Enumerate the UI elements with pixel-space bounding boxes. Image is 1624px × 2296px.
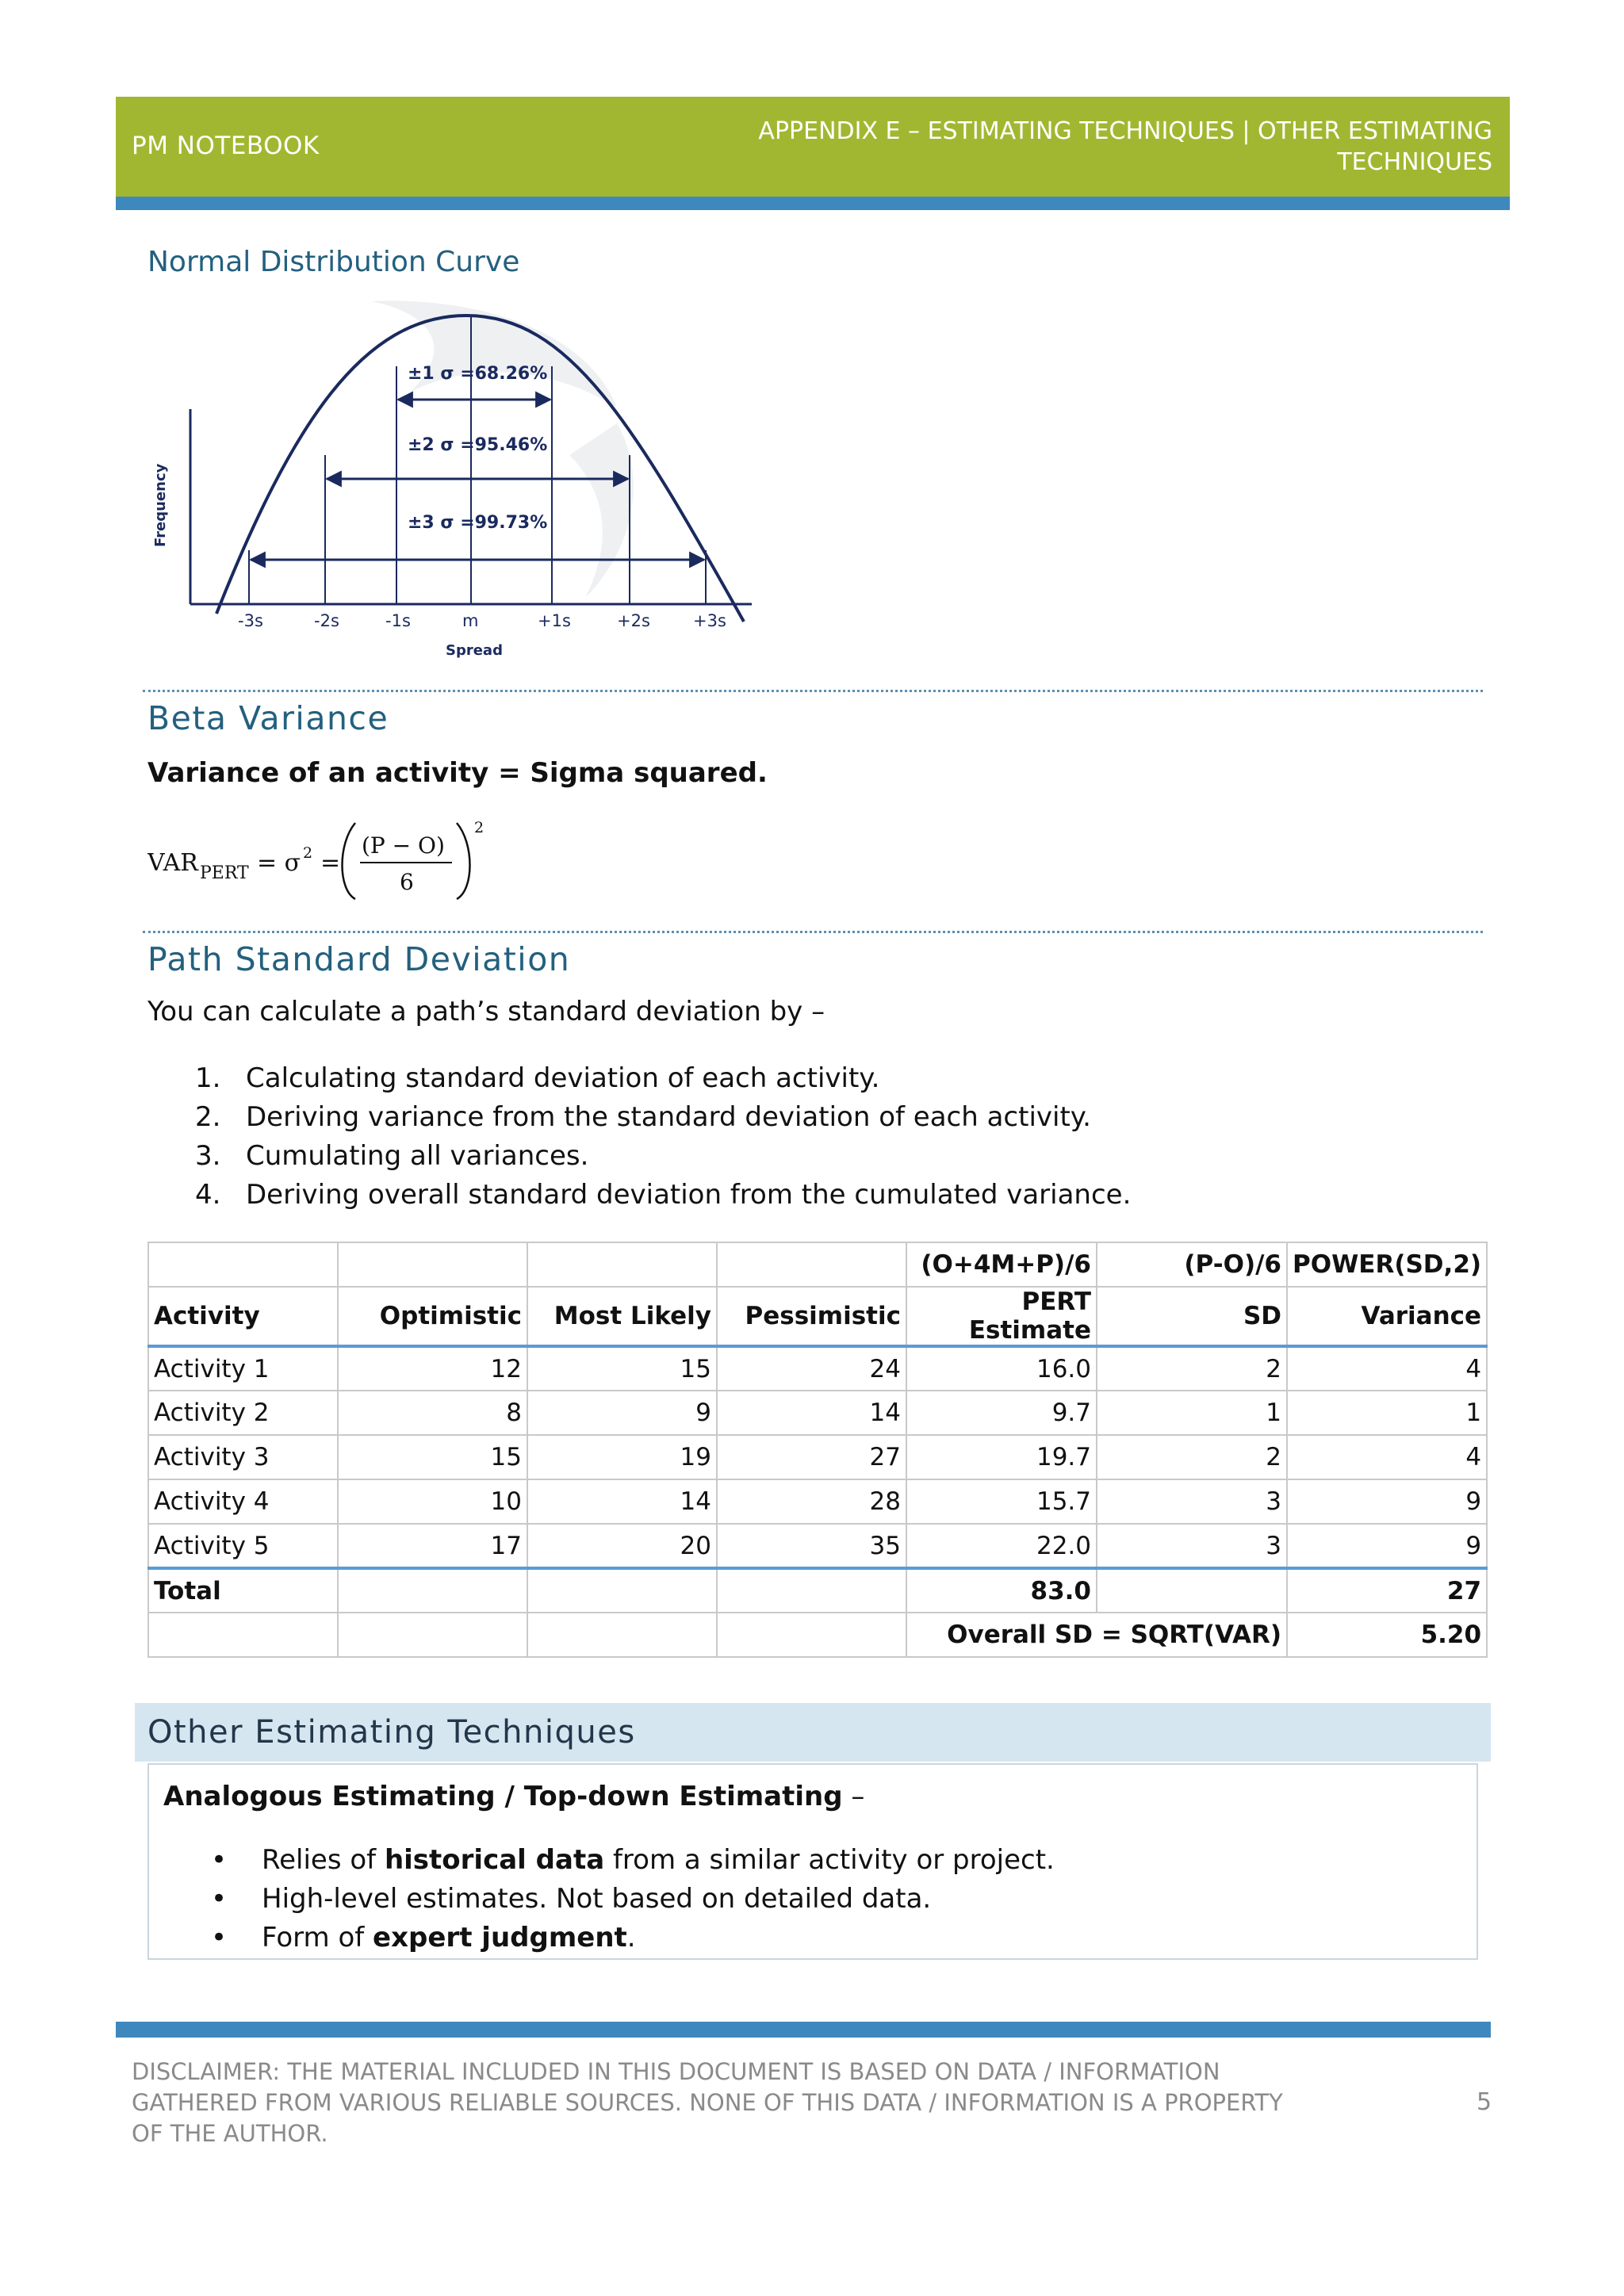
list-item <box>195 1137 1131 1176</box>
table-cell: 20 <box>527 1524 717 1568</box>
table-header-row <box>148 1287 1487 1346</box>
list-text: Cumulating all variances. <box>246 1140 589 1172</box>
bullet-text: High-level estimates. Not based on detailed data. <box>262 1883 932 1915</box>
formula-numerator: (P − O) <box>362 832 445 859</box>
header-bar <box>116 197 1510 210</box>
header-section-line2: TECHNIQUES <box>1337 148 1492 176</box>
header-section <box>620 116 1492 178</box>
column-header: Pessimistic <box>717 1287 906 1346</box>
table-cell: Activity 5 <box>148 1524 338 1568</box>
formula-equals: = <box>320 849 341 877</box>
total-pert: 83.0 <box>906 1568 1097 1613</box>
section-divider <box>143 690 1483 692</box>
beta-variance-statement: Variance of an activity = Sigma squared. <box>147 757 768 789</box>
table-cell <box>338 1568 527 1613</box>
footer-disclaimer: DISCLAIMER: THE MATERIAL INCLUDED IN THIS DOCUMENT IS BASED ON DATA / INFORMATION GATHERED FROM VARIOUS RELIABLE SOURCES. NONE OF THIS DATA / INFORMATION IS A PROPERTY OF THE AUTHOR. <box>132 2058 1283 2147</box>
list-item <box>211 1880 1055 1919</box>
sigma2-label: ±2 σ =95.46% <box>408 435 548 455</box>
table-total-row <box>148 1568 1487 1613</box>
normal-curve-title: Normal Distribution Curve <box>147 246 520 278</box>
list-number: 2. <box>195 1101 221 1133</box>
table-cell: 1 <box>1287 1391 1487 1435</box>
table-cell: 9 <box>1287 1479 1487 1524</box>
variance-formula <box>147 817 512 904</box>
table-cell <box>527 1568 717 1613</box>
list-item <box>195 1098 1131 1137</box>
total-label: Total <box>148 1568 338 1613</box>
table-cell: 1 <box>1097 1391 1287 1435</box>
bullet: • <box>211 1922 228 1954</box>
table-cell: Activity 3 <box>148 1435 338 1479</box>
table-cell: 24 <box>717 1346 906 1391</box>
table-cell: 2 <box>1097 1435 1287 1479</box>
bullet-text: from a similar activity or project. <box>604 1844 1055 1876</box>
header-title: PM NOTEBOOK <box>132 132 320 160</box>
table-row <box>148 1435 1487 1479</box>
list-item <box>195 1176 1131 1215</box>
formula-denominator: 6 <box>400 869 414 895</box>
table-row <box>148 1479 1487 1524</box>
table-cell: 4 <box>1287 1435 1487 1479</box>
table-cell: Activity 1 <box>148 1346 338 1391</box>
table-cell <box>1097 1568 1287 1613</box>
formula-outer-exp: 2 <box>474 819 485 836</box>
table-cell <box>717 1613 906 1657</box>
watermark-shape-2 <box>569 423 634 598</box>
table-cell: Activity 4 <box>148 1479 338 1524</box>
bullet: • <box>211 1883 228 1915</box>
formula-left-paren <box>343 823 356 899</box>
table-cell <box>717 1568 906 1613</box>
footer-bar <box>116 2022 1491 2038</box>
table-cell: 19 <box>527 1435 717 1479</box>
list-item <box>211 1841 1055 1880</box>
table-cell: 15.7 <box>906 1479 1097 1524</box>
table-cell: POWER(SD,2) <box>1287 1242 1487 1287</box>
table-cell: 4 <box>1287 1346 1487 1391</box>
formula-var-sub: PERT <box>200 863 249 883</box>
column-header: Most Likely <box>527 1287 717 1346</box>
table-cell <box>717 1242 906 1287</box>
table-cell: 28 <box>717 1479 906 1524</box>
path-sd-intro: You can calculate a path’s standard deviation by – <box>147 996 825 1027</box>
table-cell <box>338 1242 527 1287</box>
other-techniques-band <box>135 1703 1491 1762</box>
tick-label: +2s <box>617 611 650 630</box>
column-header: Variance <box>1287 1287 1487 1346</box>
section-divider <box>143 931 1483 933</box>
bullet-bold: expert judgment <box>373 1922 627 1954</box>
formula-var: VAR <box>147 849 198 877</box>
table-cell: 27 <box>717 1435 906 1479</box>
analogous-title: Analogous Estimating / Top-down Estimating <box>163 1781 843 1812</box>
column-header: SD <box>1097 1287 1287 1346</box>
list-item <box>211 1919 1055 1957</box>
column-header: Optimistic <box>338 1287 527 1346</box>
table-cell: 14 <box>717 1391 906 1435</box>
table-cell: 9 <box>1287 1524 1487 1568</box>
header-section-line1: APPENDIX E – ESTIMATING TECHNIQUES | OTHER ESTIMATING <box>758 117 1492 145</box>
table-cell: 35 <box>717 1524 906 1568</box>
total-variance: 27 <box>1287 1568 1487 1613</box>
page-header <box>116 97 1510 197</box>
table-cell: 19.7 <box>906 1435 1097 1479</box>
analogous-dash: – <box>842 1781 865 1812</box>
table-cell: 17 <box>338 1524 527 1568</box>
table-cell <box>148 1613 338 1657</box>
tick-label: m <box>462 611 479 630</box>
table-cell: 8 <box>338 1391 527 1435</box>
list-number: 1. <box>195 1062 221 1094</box>
table-cell <box>527 1242 717 1287</box>
analogous-bullets <box>211 1841 1055 1957</box>
column-header: PERT Estimate <box>906 1287 1097 1346</box>
table-row <box>148 1391 1487 1435</box>
table-cell <box>148 1242 338 1287</box>
list-text: Deriving overall standard deviation from the cumulated variance. <box>246 1179 1132 1211</box>
analogous-subtitle <box>163 1781 864 1812</box>
table-overall-row <box>148 1613 1487 1657</box>
path-sd-heading: Path Standard Deviation <box>147 940 571 978</box>
x-axis-label: Spread <box>446 642 503 659</box>
table-cell <box>338 1613 527 1657</box>
table-row <box>148 1346 1487 1391</box>
table-cell: 16.0 <box>906 1346 1097 1391</box>
tick-label: -1s <box>385 611 411 630</box>
table-cell: 12 <box>338 1346 527 1391</box>
table-cell: (O+4M+P)/6 <box>906 1242 1097 1287</box>
bullet-text: . <box>626 1922 636 1954</box>
list-text: Calculating standard deviation of each activity. <box>246 1062 880 1094</box>
table-cell: 10 <box>338 1479 527 1524</box>
overall-sd-label: Overall SD = SQRT(VAR) <box>906 1613 1287 1657</box>
formula-sigma: = σ <box>257 849 301 877</box>
other-techniques-heading: Other Estimating Techniques <box>147 1714 636 1751</box>
y-axis-label: Frequency <box>152 463 169 547</box>
list-item <box>195 1059 1131 1098</box>
formula-right-paren <box>457 823 470 899</box>
bullet-text: Form of <box>262 1922 373 1954</box>
table-cell: 9.7 <box>906 1391 1097 1435</box>
sigma3-label: ±3 σ =99.73% <box>408 513 548 533</box>
table-cell: 14 <box>527 1479 717 1524</box>
overall-sd-value: 5.20 <box>1287 1613 1487 1657</box>
list-number: 3. <box>195 1140 221 1172</box>
formula-sigma-exp: 2 <box>303 844 313 862</box>
table-cell: Activity 2 <box>148 1391 338 1435</box>
table-cell: 3 <box>1097 1479 1287 1524</box>
tick-label: +3s <box>693 611 726 630</box>
table-cell: 15 <box>527 1346 717 1391</box>
table-cell: 2 <box>1097 1346 1287 1391</box>
path-sd-steps <box>195 1059 1131 1215</box>
table-cell: (P-O)/6 <box>1097 1242 1287 1287</box>
tick-label: +1s <box>538 611 571 630</box>
column-header: Activity <box>148 1287 338 1346</box>
beta-variance-heading: Beta Variance <box>147 699 389 737</box>
sigma1-label: ±1 σ =68.26% <box>408 364 548 384</box>
pert-estimate-table <box>147 1242 1488 1658</box>
bullet: • <box>211 1844 228 1876</box>
table-formula-row <box>148 1242 1487 1287</box>
table-cell: 22.0 <box>906 1524 1097 1568</box>
table-cell: 9 <box>527 1391 717 1435</box>
list-text: Deriving variance from the standard deviation of each activity. <box>246 1101 1091 1133</box>
table-cell: 15 <box>338 1435 527 1479</box>
tick-label: -3s <box>238 611 263 630</box>
table-cell: 3 <box>1097 1524 1287 1568</box>
normal-distribution-chart <box>141 297 760 669</box>
bullet-text: Relies of <box>262 1844 385 1876</box>
tick-label: -2s <box>314 611 339 630</box>
table-row <box>148 1524 1487 1568</box>
list-number: 4. <box>195 1179 221 1211</box>
table-cell <box>527 1613 717 1657</box>
page-number: 5 <box>1477 2088 1492 2116</box>
bullet-bold: historical data <box>384 1844 605 1876</box>
